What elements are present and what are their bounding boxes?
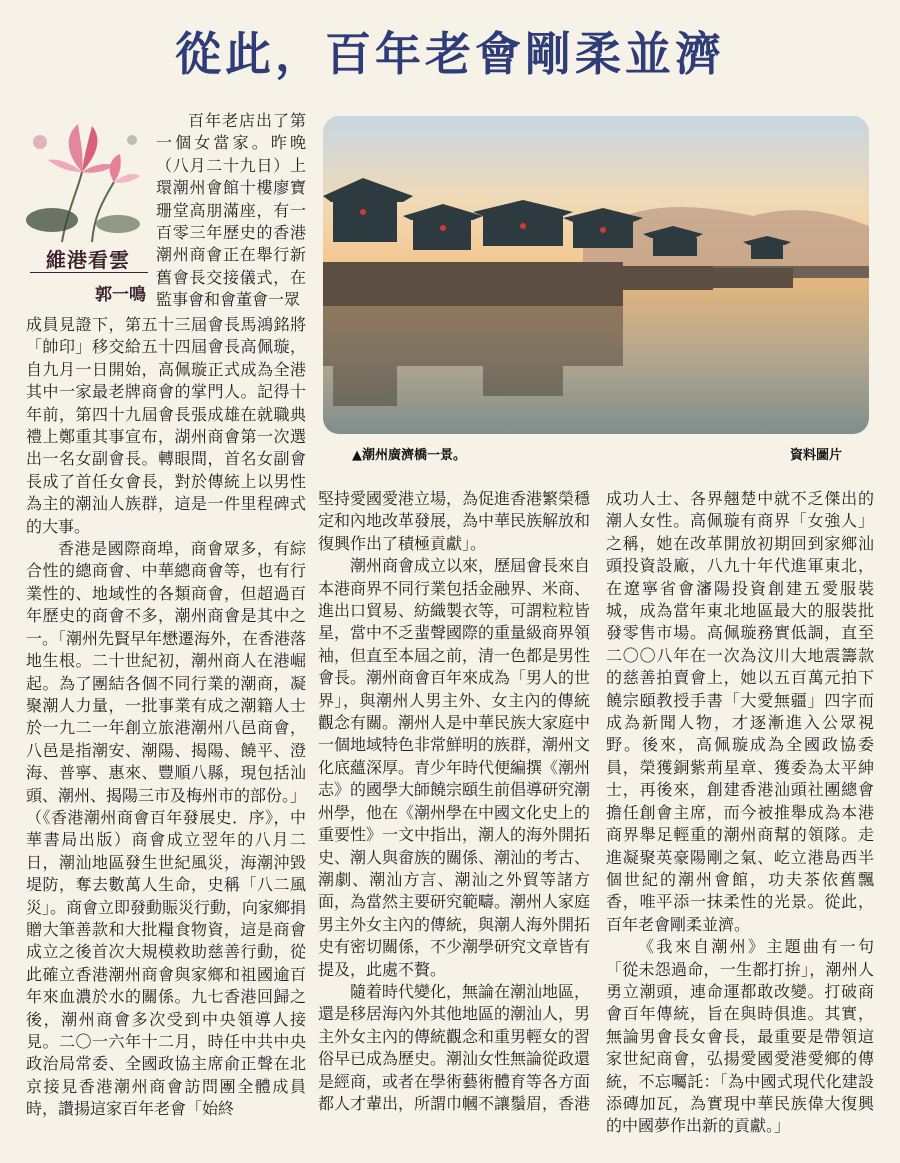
article-headline: 從此，百年老會剛柔並濟 [175,27,725,81]
body-column-2 [318,488,590,1148]
column-divider [30,272,148,273]
lotus-painting-icon [22,112,152,244]
paragraph: 堅持愛國愛港立場，為促進香港繁榮穩定和內地改革發展，為中華民族解放和復興作出了積極貢獻」。 [318,489,590,553]
column-badge [22,112,152,308]
paragraph: 潮州商會成立以來，歷屆會長來自本港商界不同行業包括金融界、米商、進出口貿易、紡織製衣等，可謂粒粒皆星，當中不乏蜚聲國際的重量級商界領袖，但直至本屆之前，清一色都是男性會長。潮州商會百年來成為「男人的世界」，與潮州人男主外、女主內的傳統觀念有關。潮州人是中華民族大家庭中一個地域特色非常鮮明的族群，潮州文化底蘊深厚。青少年時代便編撰《潮州志》的國學大師饒宗頤生前倡導研究潮州學，他在《潮州學在中國文化史上的重要性》一文中指出，潮人的海外開拓史、潮人與畲族的關係、潮汕的考古、潮劇、潮汕方言、潮汕之外貿等諸方面，為當然主要研究範疇。潮州人家庭男主外女主內的傳統，與潮人海外開拓史有密切關係，不少潮學研究文章皆有提及，此處不贅。 [318,556,590,979]
paragraph: 《我來自潮州》主題曲有一句「從未怨過命，一生都打拚」，潮州人勇立潮頭，連命運都敢改變。打破商會百年傳統，旨在與時俱進。其實，無論男會長女會長，最重要是帶領這家世紀商會，弘揚愛國愛港愛鄉的傳統，不忘囑託：「為中國式現代化建設添磚加瓦，為實現中華民族偉大復興的中國夢作出新的貢獻。」 [606,937,874,1136]
guangji-bridge-image [323,116,869,434]
column-name: 維港看雲 [46,248,130,272]
photo-caption: ▲潮州廣濟橋一景。 [352,448,466,463]
paragraph: 成員見證下，第五十三屆會長馬鴻銘將「帥印」移交給五十四屆會長高佩璇，自九月一日開始，高佩璇正式成為全港其中一家最老牌商會的掌門人。記得十年前，第四十九屆會長張成雄在就職典禮上鄭重其事宣布，湖州商會第一次選出一名女副會長。轉眼間，首名女副會長成了首任女會長，對於傳統上以男性為主的潮汕人族群，這是一件里程碑式的大事。 [26,315,306,536]
author-name: 郭一鳴 [95,285,146,305]
bridge-photo [323,116,869,434]
body-intro [156,110,306,314]
body-column-1 [26,314,306,1144]
paragraph: 百年老店出了第一個女當家。昨晚（八月二十九日）上環潮州會館十樓廖寶珊堂高朋滿座，有一百零三年歷史的香港潮州商會正在舉行新舊會長交接儀式，在監事會和會董會一眾 [156,111,306,310]
paragraph: 成功人士、各界翹楚中就不乏傑出的潮人女性。高佩璇有商界「女強人」之稱，她在改革開放初期回到家鄉汕頭投資設廠，八九十年代進軍東北，在遼寧省會瀋陽投資創建五愛服裝城，成為當年東北地區最大的服裝批發零售市場。高佩璇務實低調，直至二〇〇八年在一次為汶川大地震籌款的慈善拍賣會上，她以五百萬元拍下饒宗頤教授手書「大愛無疆」四字而成為新聞人物，才逐漸進入公眾視野。後來，高佩璇成為全國政協委員，榮獲銅紫荊星章、獲委為太平紳士，再後來，創建香港汕頭社團總會擔任創會主席，而今被推舉成為本港商界舉足輕重的潮州商幫的領隊。走進凝聚英豪陽剛之氣、屹立港島西半個世紀的潮州會館，功夫茶依舊飄香，唯平添一抹柔性的光景。從此，百年老會剛柔並濟。 [606,489,874,934]
body-column-3 [606,488,874,1148]
paragraph: 香港是國際商埠，商會眾多，有綜合性的總商會、中華總商會等，也有行業性的、地域性的各類商會，但超過百年歷史的商會不多，潮州商會是其中之一。「潮州先賢早年懋遷海外，在香港落地生根。二十世紀初，潮州商人在港崛起。為了團結各個不同行業的潮商，凝聚潮人力量，一批事業有成之潮籍人士於一九二一年創立旅港潮州八邑商會，八邑是指潮安、潮陽、揭陽、饒平、澄海、普寧、惠來、豐順八縣，現包括汕頭、潮州、揭陽三市及梅州市的部份。」（《香港潮州商會百年發展史．序》，中華書局出版）商會成立翌年的八月二日，潮汕地區發生世紀風災，海潮沖毀堤防，奪去數萬人生命，史稱「八二風災」。商會立即發動賑災行動，向家鄉捐贈大筆善款和大批糧食物資，這是商會成立之後首次大規模救助慈善行動，從此確立香港潮州商會與家鄉和祖國逾百年來血濃於水的關係。九七香港回歸之後，潮州商會多次受到中央領導人接見。二〇一六年十二月，時任中共中央政治局常委、全國政協主席俞正聲在北京接見香港潮州商會訪問團全體成員時，讚揚這家百年老會「始終 [26,539,306,1119]
paragraph: 隨着時代變化，無論在潮汕地區，還是移居海內外其他地區的潮汕人，男主外女主內的傳統觀念和重男輕女的習俗早已成為歷史。潮汕女性無論從政還是經商，或者在學術藝術體育等各方面都人才輩出，所謂巾幗不讓鬚眉，香港 [318,981,590,1113]
photo-credit: 資料圖片 [789,448,842,463]
